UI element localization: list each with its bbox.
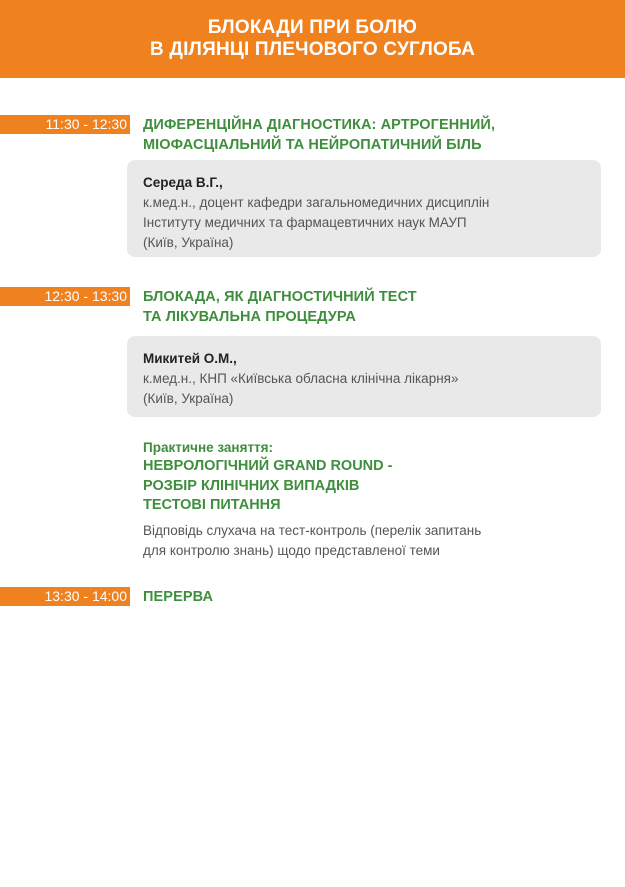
header-title-line-2: В ДІЛЯНЦІ ПЛЕЧОВОГО СУГЛОБА <box>149 39 476 60</box>
practical-title: НЕВРОЛОГІЧНИЙ GRAND ROUND - РОЗБІР КЛІНІЧНИХ ВИПАДКІВ ТЕСТОВІ ПИТАННЯ <box>143 458 393 513</box>
speaker-detail: Інституту медичних та фармацевтичних наук МАУП <box>143 215 467 230</box>
time-badge: 13:30 - 14:00 <box>0 587 130 606</box>
speaker-card <box>127 160 601 257</box>
speaker-card <box>127 336 601 417</box>
practical-label: Практичне заняття: <box>143 440 274 455</box>
practical-session <box>143 438 603 561</box>
program-header <box>0 0 625 78</box>
session-topic: ДИФЕРЕНЦІЙНА ДІАГНОСТИКА: АРТРОГЕННИЙ, МІОФАСЦІАЛЬНИЙ ТА НЕЙРОПАТИЧНИЙ БІЛЬ <box>143 117 496 153</box>
speaker-detail: (Київ, Україна) <box>143 391 234 406</box>
speaker-detail: (Київ, Україна) <box>143 235 234 250</box>
header-title-line-1: БЛОКАДИ ПРИ БОЛЮ <box>207 17 418 38</box>
speaker-detail: к.мед.н., доцент кафедри загальномедичних дисциплін <box>143 195 490 210</box>
speaker-name: Микитей О.М., <box>143 351 237 366</box>
speaker-detail: к.мед.н., КНП «Київська обласна клінічна лікарня» <box>143 371 459 386</box>
time-badge: 11:30 - 12:30 <box>0 115 130 134</box>
time-badge: 12:30 - 13:30 <box>0 287 130 306</box>
session-topic: БЛОКАДА, ЯК ДІАГНОСТИЧНИЙ ТЕСТ ТА ЛІКУВАЛЬНА ПРОЦЕДУРА <box>143 289 417 325</box>
speaker-name: Середа В.Г., <box>143 175 223 190</box>
practical-description: Відповідь слухача на тест-контроль (перелік запитань для контролю знань) щодо представленої теми <box>143 522 482 558</box>
session-topic: ПЕРЕРВА <box>143 589 214 605</box>
